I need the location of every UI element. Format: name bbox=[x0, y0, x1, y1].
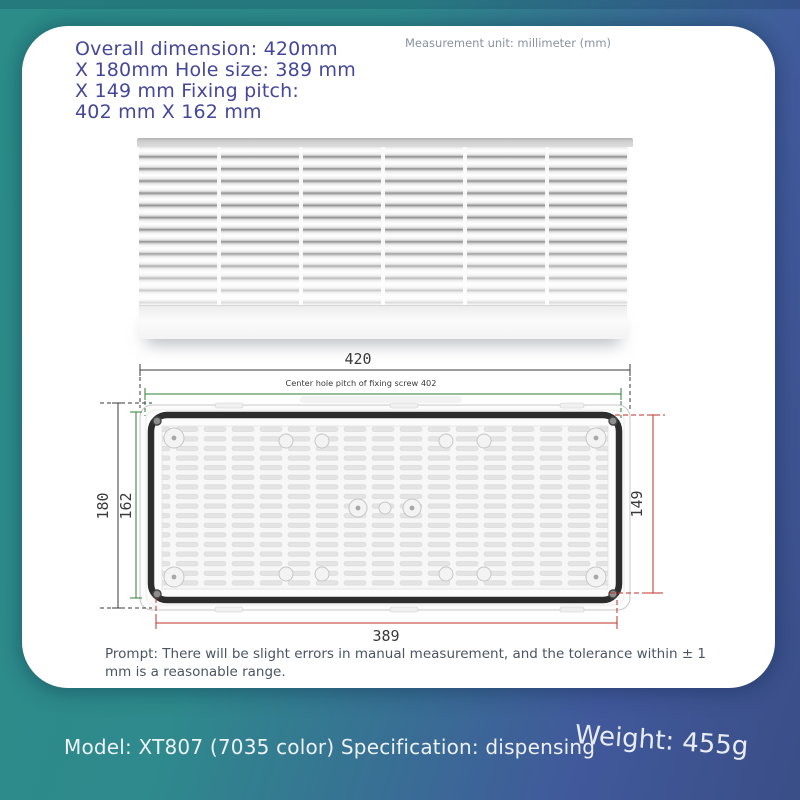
grille-back-view bbox=[140, 396, 630, 612]
dim-label-162: 162 bbox=[117, 492, 135, 520]
measurement-unit-note: Measurement unit: millimeter (mm) bbox=[405, 36, 612, 50]
title-line-1: Overall dimension: 420mm bbox=[75, 38, 338, 60]
title-line-2: X 180mm Hole size: 389 mm bbox=[75, 59, 356, 81]
dim-label-149: 149 bbox=[628, 490, 646, 518]
faded-watermark bbox=[300, 396, 462, 403]
model-spec-text: Model: XT807 (7035 color) Specification: dispensing bbox=[64, 735, 596, 759]
dim-label-420: 420 bbox=[344, 350, 372, 368]
dimension-drawing bbox=[90, 348, 700, 648]
louver-base bbox=[139, 305, 627, 339]
overall-dimensions-title bbox=[75, 39, 356, 123]
louver-slats bbox=[139, 147, 629, 305]
tolerance-note: Prompt: There will be slight errors in manual measurement, and the tolerance within ± 1 mm is a reasonable range. bbox=[105, 646, 707, 681]
dim-label-180: 180 bbox=[94, 492, 112, 520]
title-line-4: 402 mm X 162 mm bbox=[75, 101, 262, 123]
louver-top-cap bbox=[137, 138, 633, 147]
dim-label-389: 389 bbox=[372, 627, 400, 645]
title-line-3: X 149 mm Fixing pitch: bbox=[75, 80, 299, 102]
dim-label-screw-pitch: Center hole pitch of fixing screw 402 bbox=[285, 378, 437, 388]
louver-grille-photo bbox=[137, 138, 633, 338]
spec-card bbox=[22, 26, 775, 688]
weight-text: Weight: 455g bbox=[573, 720, 750, 763]
